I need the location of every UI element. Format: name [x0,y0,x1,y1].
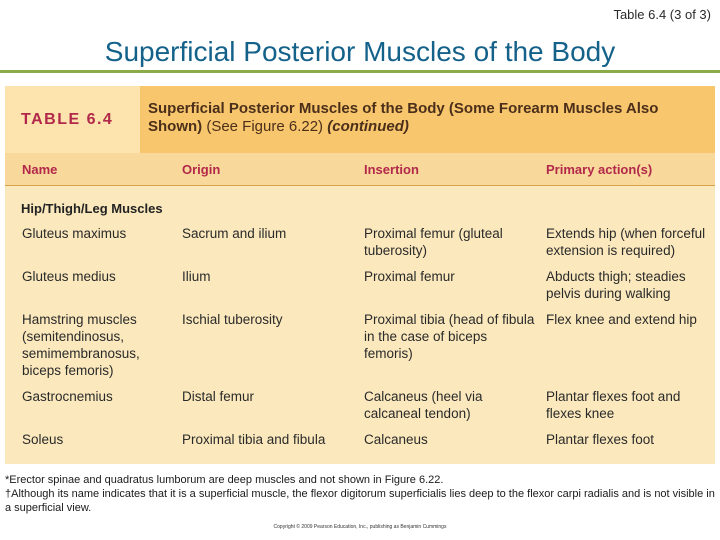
table-cell-origin: Proximal tibia and fibula [182,432,326,447]
footnote-flexor-digitorum: †Although its name indicates that it is a superficial muscle, the flexor digitorum superficialis lies deep to the flexor carpi radialis and is not visible in a superficial view. [5,488,715,514]
table-cell-insertion: Proximal femur (gluteal tuberosity) [364,226,503,258]
table-cell-insertion: Calcaneus (heel via calcaneal tendon) [364,389,483,421]
section-heading: Hip/Thigh/Leg Muscles [21,201,163,216]
table-cell-insertion: Calcaneus [364,432,428,447]
table-banner [5,86,715,153]
table-caption-main: Superficial Posterior Muscles of the Body (Some Forearm Muscles Also Shown) [148,100,659,135]
column-header-insertion: Insertion [364,162,419,177]
table-caption-continued: (continued) [327,118,409,135]
table-cell-name: Gluteus medius [22,269,116,284]
table-cell-insertion: Proximal femur [364,269,455,284]
table-cell-action: Plantar flexes foot and flexes knee [546,389,681,421]
copyright-notice: Copyright © 2009 Pearson Education, Inc., publishing as Benjamin Cummings [273,524,447,530]
table-caption-see: (See Figure 6.22) [206,118,324,135]
title-divider [0,70,720,73]
table-cell-name: Gastrocnemius [22,389,113,404]
table-caption [148,100,708,136]
table-cell-name: Soleus [22,432,64,447]
header-divider [5,185,715,186]
table-cell-origin: Sacrum and ilium [182,226,287,241]
table-cell-insertion: Proximal tibia (head of fibula in the case of biceps femoris) [364,312,535,361]
column-header-action: Primary action(s) [546,162,653,177]
table-cell-action: Flex knee and extend hip [546,312,697,327]
table-cell-name: Hamstring muscles (semitendinosus, semimembranosus, biceps femoris) [22,312,140,378]
table-cell-origin: Ilium [182,269,211,284]
muscle-table [5,86,715,464]
table-cell-origin: Ischial tuberosity [182,312,283,327]
table-tag-label: TABLE 6.4 [21,111,114,128]
table-header-row [5,153,715,185]
slide-counter-label: Table 6.4 (3 of 3) [613,7,711,22]
table-cell-name: Gluteus maximus [22,226,127,241]
slide-title: Superficial Posterior Muscles of the Body [104,36,616,67]
table-cell-action: Plantar flexes foot [546,432,655,447]
table-cell-origin: Distal femur [182,389,255,404]
table-cell-action: Extends hip (when forceful extension is required) [546,226,706,258]
table-footnotes [5,473,717,515]
footnote-erector-spinae: *Erector spinae and quadratus lumborum are deep muscles and not shown in Figure 6.22. [5,474,444,486]
column-header-origin: Origin [182,162,221,177]
column-header-name: Name [22,162,58,177]
table-cell-action: Abducts thigh; steadies pelvis during walking [546,269,686,301]
table-tag-box [5,86,140,153]
